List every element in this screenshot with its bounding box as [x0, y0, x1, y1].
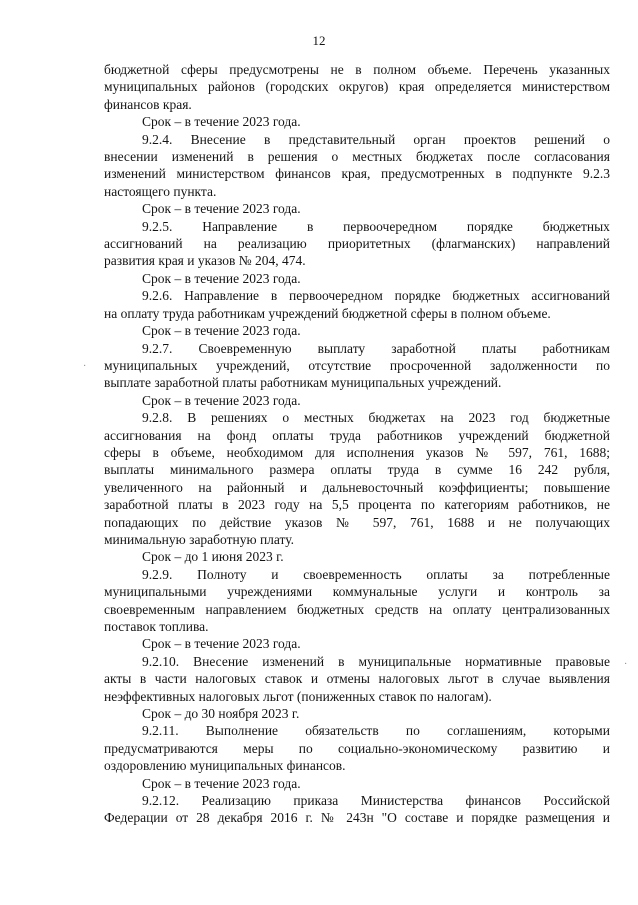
- word: бюджетных: [542, 218, 610, 234]
- text-line: бюджетной сферы предусмотрены не в полном объеме. Перечень указанных: [104, 62, 610, 77]
- text-line: выплате заработной платы работникам муниципальных учреждений.: [104, 375, 502, 391]
- word: Своевременную: [198, 340, 292, 356]
- item-9-2-11-first-line: [104, 722, 610, 739]
- word: о: [603, 131, 610, 147]
- text-line: муниципальных районов (городских округов) края определяется министерством: [104, 79, 610, 95]
- text-line: ассигнования на фонд оплаты труда работников учреждений бюджетной: [104, 427, 610, 443]
- item-9-2-4-first-line: [104, 131, 610, 148]
- word: обязательств: [305, 723, 379, 739]
- text-line: ассигнований на реализацию приоритетных (флагманских) направлений: [104, 236, 610, 252]
- text-line: финансов края.: [104, 96, 192, 112]
- word: 9.2.4.: [142, 131, 173, 147]
- scan-speck: ·: [624, 659, 628, 670]
- deadline-line: Срок – до 30 ноября 2023 г.: [142, 706, 300, 722]
- word: платы: [481, 340, 517, 356]
- text-line: минимальную заработную плату.: [104, 531, 295, 547]
- word: Реализацию: [201, 793, 271, 809]
- deadline-line: Срок – до 1 июня 2023 г.: [142, 549, 284, 565]
- deadline-line: Срок – в течение 2023 года.: [142, 775, 301, 791]
- text-line: своевременным направлением бюджетных средств на оплату централизованных: [104, 601, 610, 617]
- text-line: заработной платы в 2023 году на 5,5 процента по категориям работников, не: [104, 497, 610, 513]
- word: оплаты: [426, 566, 468, 582]
- word: представительный: [288, 131, 396, 147]
- word: работникам: [542, 340, 610, 356]
- item-9-2-5-first-line: [104, 218, 610, 235]
- text-line: Федерации от 28 декабря 2016 г. № 243н "О составе и порядке размещения и: [104, 810, 610, 826]
- text-line: внесении изменений в решения о местных бюджетах после согласования: [104, 149, 610, 165]
- document-body: [104, 61, 610, 827]
- text-line: муниципальных учреждений, отсутствие просроченной задолженности по: [104, 357, 610, 373]
- word: потребленные: [528, 566, 610, 582]
- text-line: увеличенного на районный и дальневосточный коэффициенты; повышение: [104, 479, 610, 495]
- word: Полноту: [197, 566, 247, 582]
- deadline-line: Срок – в течение 2023 года.: [142, 323, 301, 339]
- deadline-line: Срок – в течение 2023 года.: [142, 114, 301, 130]
- word: решений: [534, 131, 586, 147]
- text-line: сферы в объеме, необходимом для исполнения указов № 597, 761, 1688;: [104, 444, 610, 460]
- item-9-2-10-first-line: 9.2.10. Внесение изменений в муниципальные нормативные правовые: [142, 653, 610, 669]
- word: 9.2.12.: [142, 793, 180, 809]
- word: и: [271, 566, 279, 582]
- word: заработной: [391, 340, 456, 356]
- item-9-2-6-first-line: 9.2.6. Направление в первоочередном порядке бюджетных ассигнований: [142, 288, 610, 304]
- word: Российской: [543, 793, 610, 809]
- word: 9.2.11.: [142, 723, 179, 739]
- word: Министерства: [360, 793, 444, 809]
- word: в: [306, 218, 314, 234]
- word: своевременность: [303, 566, 402, 582]
- word: 9.2.5.: [142, 218, 173, 234]
- text-line: попадающих по действие указов № 597, 761, 1688 и не получающих: [104, 514, 610, 530]
- deadline-line: Срок – в течение 2023 года.: [142, 270, 301, 286]
- word: выплату: [317, 340, 366, 356]
- word: соглашениям,: [446, 723, 527, 739]
- scan-speck: ·: [83, 361, 87, 372]
- text-line: поставок топлива.: [104, 619, 209, 634]
- word: проектов: [463, 131, 516, 147]
- word: по: [405, 723, 420, 739]
- word: финансов: [465, 793, 522, 809]
- word: которыми: [553, 723, 610, 739]
- text-line: изменений министерством финансов края, предусмотренных в подпункте 9.2.3: [104, 166, 610, 182]
- word: Выполнение: [205, 723, 279, 739]
- page-number: 12: [312, 33, 326, 48]
- deadline-line: Срок – в течение 2023 года.: [142, 201, 301, 217]
- item-9-2-12-first-line: [104, 792, 610, 809]
- text-line: оздоровлению муниципальных финансов.: [104, 758, 346, 774]
- text-line: неэффективных налоговых льгот (пониженных ставок по налогам).: [104, 688, 492, 704]
- deadline-line: Срок – в течение 2023 года.: [142, 636, 301, 652]
- text-line: акты в части налоговых ставок и отмены налоговых льгот в случае выявления: [104, 671, 610, 687]
- item-9-2-7-first-line: [104, 340, 610, 357]
- word: в: [263, 131, 271, 147]
- word: порядке: [466, 218, 513, 234]
- word: орган: [413, 131, 446, 147]
- item-9-2-9-first-line: [104, 566, 610, 583]
- word: 9.2.7.: [142, 340, 173, 356]
- deadline-line: Срок – в течение 2023 года.: [142, 392, 301, 408]
- item-9-2-8-first-line: 9.2.8. В решениях о местных бюджетах на 2023 год бюджетные: [142, 410, 610, 426]
- word: первоочередном: [343, 218, 438, 234]
- word: 9.2.9.: [142, 566, 173, 582]
- word: Направление: [202, 218, 278, 234]
- word: приказа: [293, 793, 339, 809]
- text-line: предусматриваются меры по социально-экономическому развитию и: [104, 740, 610, 756]
- text-line: выплаты минимального размера оплаты труда в сумме 16 242 рубля,: [104, 462, 610, 478]
- text-line: развития края и указов № 204, 474.: [104, 253, 306, 269]
- text-line: на оплату труда работникам учреждений бюджетной сферы в полном объеме.: [104, 305, 551, 321]
- word: за: [492, 566, 504, 582]
- text-line: настоящего пункта.: [104, 183, 217, 199]
- word: Внесение: [190, 131, 246, 147]
- text-line: муниципальными учреждениями коммунальные услуги и контроль за: [104, 584, 610, 600]
